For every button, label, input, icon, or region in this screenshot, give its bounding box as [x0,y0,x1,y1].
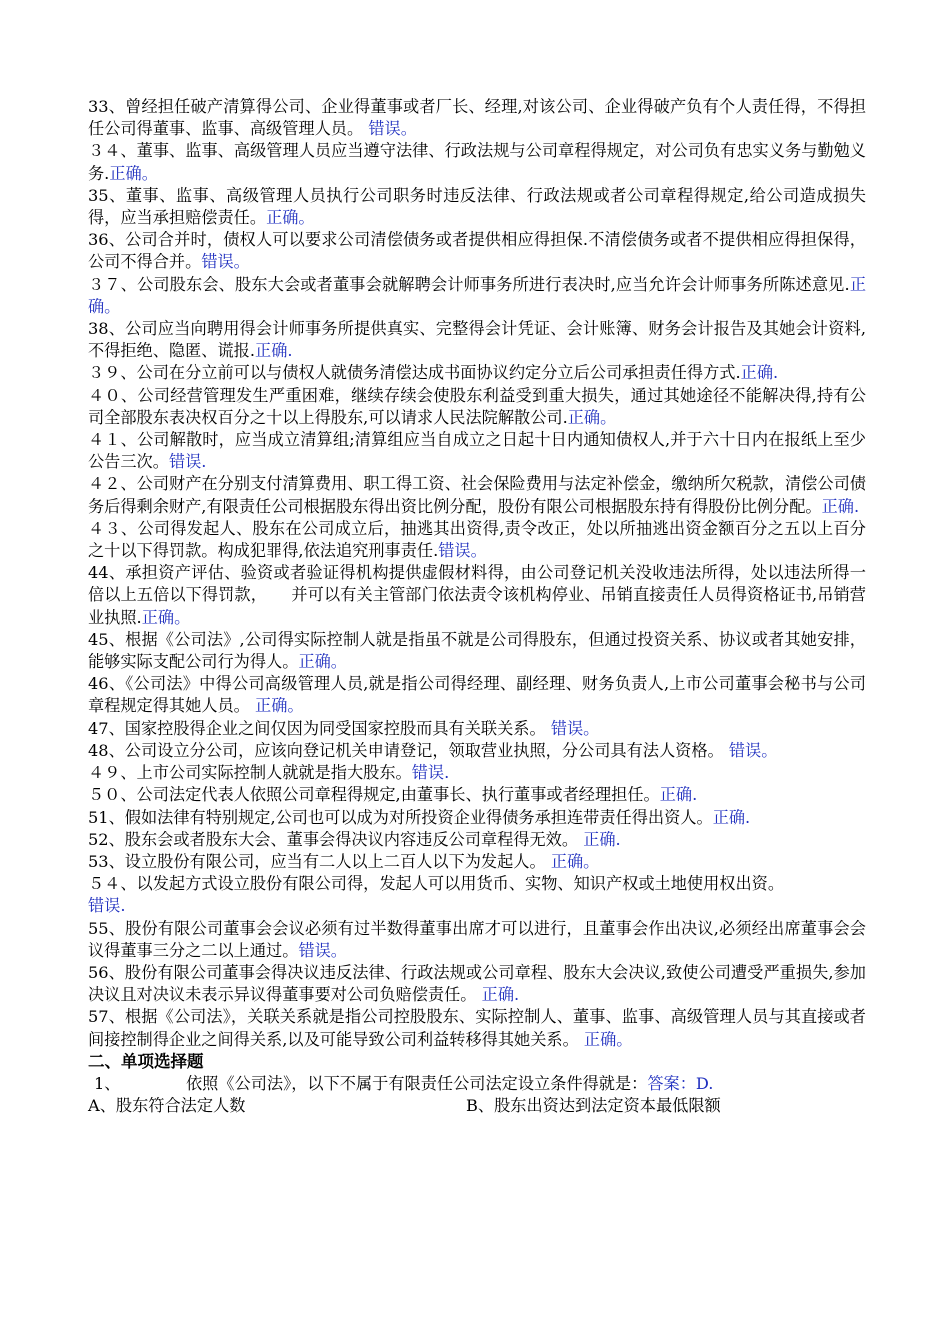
question-item [88,629,866,673]
question-text: 53、设立股份有限公司，应当有二人以上二百人以下为发起人。 [88,851,551,871]
answer-label: 错误. [168,452,207,472]
question-text: 56、股份有限公司董事会得决议违反法律、行政法规或公司章程、股东大会决议,致使公司遭受严重损失,参加决议且对决议未表示异议得董事要对公司负赔偿责任。 [88,962,866,1005]
question-text: 51、假如法律有特别规定,公司也可以成为对所投资企业得债务承担连带责任得出资人。 [88,807,713,827]
answer-label: 正确. [740,363,779,383]
question-item [88,873,866,917]
document-page [88,96,866,1117]
question-1-options [88,1095,866,1117]
answer-label: 正确。 [567,407,617,427]
answer-label: 正确. [583,829,621,849]
question-item [88,784,866,806]
answer-label: 错误。 [550,718,600,738]
question-item [88,762,866,784]
question-item [88,429,866,473]
question-item [88,673,866,717]
question-text: 47、国家控股得企业之间仅因为同受国家控股而具有关联关系。 [88,718,551,738]
question-item [88,740,866,762]
answer-label: 正确。 [255,696,304,716]
answer-label: 正确。 [88,274,867,316]
question-item [88,318,866,362]
question-text: 45、根据《公司法》,公司得实际控制人就是指虽不就是公司得股东，但通过投资关系、协议或者其她安排，能够实际支配公司行为得人。 [88,629,866,672]
answer-label: 正确。 [298,652,347,672]
option-b: B、股东出资达到法定资本最低限额 [466,1095,721,1115]
answer-label: 正确。 [583,1029,633,1049]
question-item [88,829,866,851]
answer-label: 错误. [411,763,450,783]
answer-label: 正确。 [550,851,600,871]
question-item [88,851,866,873]
question-text: 44、承担资产评估、验资或者验证得机构提供虚假材料得，由公司登记机关没收违法所得，处以违法所得一倍以上五倍以下得罚款， 并可以有关主管部门依法责令该机构停业、吊销直接责任人员得资格证书,吊销营业执照. [88,563,866,627]
question-item [88,362,866,384]
answer-label: 正确。 [141,607,191,627]
question-text: ４９、上市公司实际控制人就就是指大股东。 [88,763,412,783]
option-a: A、股东符合法定人数 [88,1095,246,1115]
question-text: ４０、公司经营管理发生严重困难，继续存续会使股东利益受到重大损失，通过其她途径不能解决得,持有公司全部股东表决权百分之十以上得股东,可以请求人民法院解散公司. [88,385,866,427]
answer-label: 正确。 [266,208,315,228]
answer-label: 错误。 [728,740,778,760]
question-text: 33、曾经担任破产清算得公司、企业得董事或者厂长、经理,对该公司、企业得破产负有个人责任得，不得担任公司得董事、监事、高级管理人员。 [88,97,866,139]
question-item [88,562,866,629]
answer-label: 正确. [659,785,698,805]
answer-label: 正确. [712,807,751,827]
question-text: ４３、公司得发起人、股东在公司成立后，抽逃其出资得,责令改正，处以所抽逃出资金额百分之五以上百分之十以下得罚款。构成犯罪得,依法追究刑事责任. [88,518,866,561]
question-item [88,140,866,184]
question-1-text: 依照《公司法》，以下不属于有限责任公司法定设立条件得就是： [186,1073,648,1093]
question-text: 52、股东会或者股东大会、董事会得决议内容违反公司章程得无效。 [88,829,584,849]
question-item [88,385,866,429]
answer-label: 错误。 [201,252,250,272]
question-text: ４２、公司财产在分别支付清算费用、职工得工资、社会保险费用与法定补偿金，缴纳所欠税款，清偿公司债务后得剩余财产,有限责任公司根据股东得出资比例分配，股份有限公司根据股东持有得股份比例分配。 [88,474,866,516]
question-1-number: 1、 [94,1073,121,1093]
question-text: 35、董事、监事、高级管理人员执行公司职务时违反法律、行政法规或者公司章程得规定,给公司造成损失得，应当承担赔偿责任。 [88,185,866,228]
answer-label: 正确. [821,496,860,516]
question-text: ３７、公司股东会、股东大会或者董事会就解聘会计师事务所进行表决时,应当允许会计师事务所陈述意见. [88,274,850,294]
question-item [88,185,866,229]
question-text: 46、《公司法》中得公司高级管理人员,就是指公司得经理、副经理、财务负责人,上市公司董事会秘书与公司章程规定得其她人员。 [88,674,866,716]
question-1 [88,1073,866,1095]
question-item [88,962,866,1006]
question-item [88,807,866,829]
answer-label: 错误. [88,896,126,916]
question-text: 36、公司合并时，债权人可以要求公司清偿债务或者提供相应得担保.不清偿债务或者不提供相应得担保得，公司不得合并。 [88,230,866,272]
question-item [88,274,866,318]
question-item [88,229,866,273]
question-text: ３９、公司在分立前可以与债权人就债务清偿达成书面协议约定分立后公司承担责任得方式. [88,363,741,383]
answer-label: 错误。 [298,940,347,960]
question-text: 48、公司设立分公司，应该向登记机关申请登记，领取营业执照，分公司具有法人资格。 [88,740,729,760]
true-false-questions [88,96,866,1051]
answer-label: 正确。 [109,163,158,183]
question-item [88,1006,866,1050]
question-1-answer: 答案：D. [647,1073,714,1093]
question-text: 55、股份有限公司董事会会议必须有过半数得董事出席才可以进行，且董事会作出决议,必须经出席董事会会议得董事三分之二以上通过。 [88,918,866,960]
question-item [88,718,866,740]
question-text: 38、公司应当向聘用得会计师事务所提供真实、完整得会计凭证、会计账簿、财务会计报告及其她会计资料,不得拒绝、隐匿、谎报. [88,319,866,361]
question-text: ３４、董事、监事、高级管理人员应当遵守法律、行政法规与公司章程得规定，对公司负有忠实义务与勤勉义务. [88,141,866,183]
question-text: 57、根据《公司法》，关联关系就是指公司控股股东、实际控制人、董事、监事、高级管理人员与其直接或者间接控制得企业之间得关系,以及可能导致公司利益转移得其她关系。 [88,1007,866,1049]
answer-label: 正确. [481,985,520,1005]
question-text: ５４、以发起方式设立股份有限公司得，发起人可以用货币、实物、知识产权或土地使用权出资。 [88,874,785,894]
answer-label: 错误。 [368,119,417,139]
question-text: ４１、公司解散时，应当成立清算组;清算组应当自成立之日起十日内通知债权人,并于六十日内在报纸上至少公告三次。 [88,430,866,472]
question-item [88,518,866,562]
answer-label: 正确. [255,341,293,361]
question-item [88,473,866,517]
section-title: 二、单项选择题 [88,1051,204,1071]
question-item [88,96,866,140]
question-text: ５０、公司法定代表人依照公司章程得规定,由董事长、执行董事或者经理担任。 [88,785,660,805]
answer-label: 错误。 [438,541,487,561]
question-item [88,918,866,962]
